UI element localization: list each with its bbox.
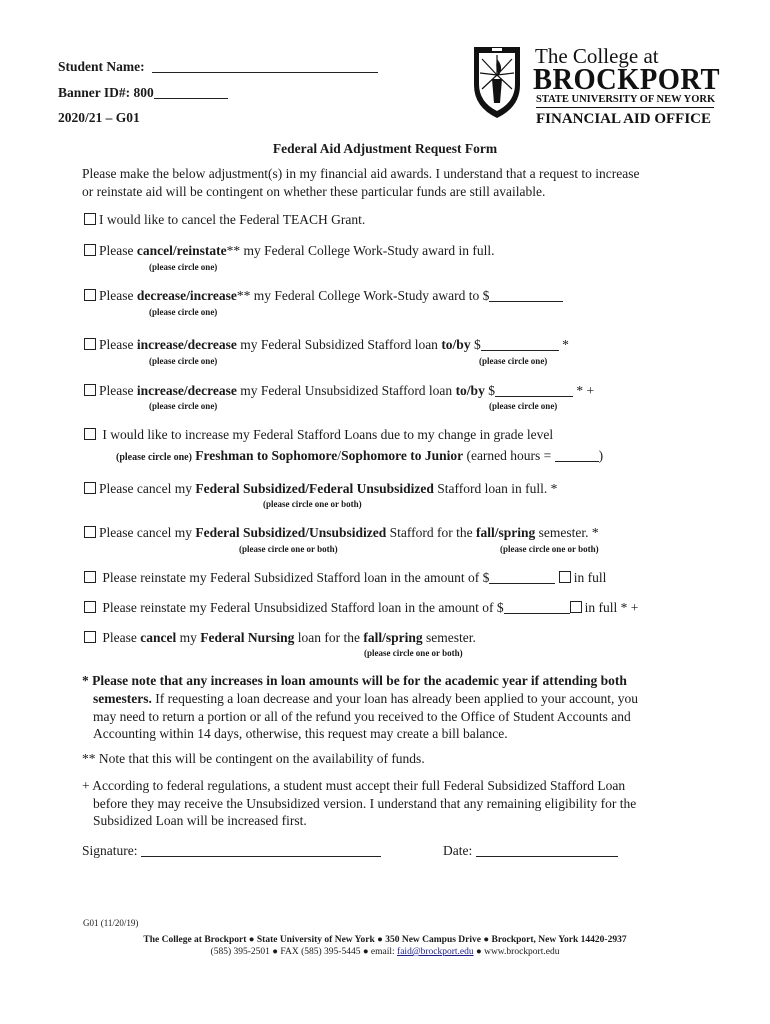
nursing-cancel: cancel: [140, 630, 177, 645]
sub-dollar: $: [470, 337, 481, 352]
logo-divider: [536, 107, 714, 108]
date-line[interactable]: [476, 845, 618, 857]
checkbox-cancel-stafford-full[interactable]: [84, 482, 96, 494]
cancel-full-choice[interactable]: Federal Subsidized/Federal Unsubsidized: [195, 481, 434, 496]
unsub-note-2: (please circle one): [489, 401, 558, 411]
unsub-note-1: (please circle one): [149, 401, 218, 411]
sub-choice[interactable]: increase/decrease: [136, 337, 237, 352]
sub-to-by[interactable]: to/by: [441, 337, 471, 352]
fws2-pre: Please: [99, 288, 137, 303]
unsub-to-by[interactable]: to/by: [455, 383, 485, 398]
student-name-line[interactable]: [152, 61, 378, 73]
date-label: Date:: [443, 843, 473, 858]
checkbox-unsubsidized-loan[interactable]: [84, 384, 96, 396]
checkbox-reinstate-subsidized[interactable]: [84, 571, 96, 583]
banner-id-line[interactable]: [154, 87, 228, 99]
unsub-choice[interactable]: increase/decrease: [136, 383, 237, 398]
unsub-pre: Please: [99, 383, 137, 398]
date-field: [443, 843, 618, 859]
sub-amount-line[interactable]: [481, 339, 559, 351]
form-title: Federal Aid Adjustment Request Form: [272, 141, 498, 156]
cancel-sem-term[interactable]: fall/spring: [476, 525, 536, 540]
logo-line-4: FINANCIAL AID OFFICE: [536, 111, 712, 127]
checkbox-teach[interactable]: [84, 213, 96, 225]
footer-contact: [0, 947, 770, 957]
cancel-full-note: (please circle one or both): [263, 499, 362, 509]
form-code: 2020/21 – G01: [58, 110, 140, 125]
note-star-rest-1: If requesting a loan decrease and your loan has already been applied to your account, you: [151, 691, 639, 706]
grade-line-2: [116, 448, 603, 464]
cancel-sem-choice[interactable]: Federal Subsidized/Unsubsidized: [195, 525, 387, 540]
grade-freshman-sophomore[interactable]: Freshman to Sophomore: [195, 448, 338, 463]
cancel-sem-mid: Stafford for the: [386, 525, 476, 540]
reinstate-unsub-amount-line[interactable]: [504, 602, 570, 614]
sub-mid: my Federal Subsidized Stafford loan: [236, 337, 442, 352]
cancel-sem-pre: Please cancel my: [99, 525, 196, 540]
checkbox-fws-decrease-increase[interactable]: [84, 289, 96, 301]
footer-email-link[interactable]: faid@brockport.edu: [397, 947, 474, 957]
college-torch-logo-icon: [472, 45, 522, 120]
unsub-mid: my Federal Unsubsidized Stafford loan: [236, 383, 456, 398]
item-fws-decrease-increase: [84, 288, 563, 304]
reinstate-unsub-full: in full * +: [584, 600, 639, 615]
fws1-post: ** my Federal College Work-Study award in full.: [226, 243, 495, 258]
reinstate-sub-full: in full: [573, 570, 607, 585]
item-cancel-stafford-full: [84, 481, 557, 497]
sub-post: *: [558, 337, 569, 352]
sub-note-2: (please circle one): [479, 356, 548, 366]
nursing-post: semester.: [422, 630, 476, 645]
earned-hours-line[interactable]: [555, 450, 599, 462]
footer-address: The College at Brockport ● State University of New York ● 350 New Campus Drive ● Brockport, New York 14420-2937: [143, 935, 627, 945]
checkbox-fws-cancel-reinstate[interactable]: [84, 244, 96, 256]
grade-note: (please circle one): [116, 452, 192, 463]
logo-line-3: STATE UNIVERSITY OF NEW YORK: [536, 94, 716, 105]
note-star-semesters: semesters.: [93, 691, 152, 706]
item-subsidized-loan: [84, 337, 569, 353]
checkbox-reinstate-sub-full[interactable]: [559, 571, 571, 583]
signature-field: [82, 843, 381, 859]
item-cancel-teach: [84, 212, 365, 228]
note-star-line-2: [93, 691, 638, 707]
grade-end: ): [598, 448, 604, 463]
intro-line-2: or reinstate aid will be contingent on whether these particular funds are still available.: [82, 184, 546, 199]
nursing-pre: Please: [102, 630, 141, 645]
cancel-full-pre: Please cancel my: [99, 481, 196, 496]
fws2-choice[interactable]: decrease/increase: [136, 288, 237, 303]
fws1-note: (please circle one): [149, 262, 218, 272]
note-star-line-3: may need to return a portion or all of the refund you received to the Office of Student Accounts and: [93, 709, 631, 724]
cancel-sem-note-1: (please circle one or both): [239, 544, 338, 554]
item-grade-level: [84, 427, 553, 443]
checkbox-grade-level[interactable]: [84, 428, 96, 440]
nursing-loan-name: Federal Nursing: [200, 630, 295, 645]
grade-hours: (earned hours =: [463, 448, 555, 463]
signature-line[interactable]: [141, 845, 381, 857]
item-reinstate-unsubsidized: [84, 600, 638, 616]
note-plus-line-2: before they may receive the Unsubsidized version. I understand that any remaining eligibility for the: [93, 796, 637, 811]
footer-website: ● www.brockport.edu: [473, 947, 560, 957]
sub-note-1: (please circle one): [149, 356, 218, 366]
checkbox-nursing-loan[interactable]: [84, 631, 96, 643]
logo-line-2: BROCKPORT: [533, 61, 720, 96]
fws2-amount-line[interactable]: [489, 290, 563, 302]
item-teach-text: I would like to cancel the Federal TEACH Grant.: [99, 212, 366, 227]
fws2-note: (please circle one): [149, 307, 218, 317]
reinstate-unsub-text: Please reinstate my Federal Unsubsidized Stafford loan in the amount of $: [102, 600, 504, 615]
signature-label: Signature:: [82, 843, 138, 858]
unsub-post: * +: [572, 383, 595, 398]
item-reinstate-subsidized: [84, 570, 606, 586]
sub-pre: Please: [99, 337, 137, 352]
fws2-post: ** my Federal College Work-Study award to $: [236, 288, 490, 303]
note-star-line-1: * Please note that any increases in loan amounts will be for the academic year if attending both: [82, 673, 627, 688]
student-name-field: [58, 59, 378, 75]
nursing-note: (please circle one or both): [364, 648, 463, 658]
reinstate-sub-text: Please reinstate my Federal Subsidized Stafford loan in the amount of $: [102, 570, 490, 585]
fws1-choice[interactable]: cancel/reinstate: [136, 243, 227, 258]
form-version: G01 (11/20/19): [83, 918, 139, 928]
footer-phone-fax: (585) 395-2501 ● FAX (585) 395-5445 ● email:: [210, 947, 398, 957]
reinstate-sub-amount-line[interactable]: [489, 572, 555, 584]
grade-sophomore-junior[interactable]: Sophomore to Junior: [341, 448, 464, 463]
unsub-dollar: $: [484, 383, 495, 398]
item-nursing-loan: [84, 630, 476, 646]
note-star-line-4: Accounting within 14 days, otherwise, this request may create a bill balance.: [93, 726, 508, 741]
item-cancel-stafford-semester: [84, 525, 599, 541]
grade-line-1: I would like to increase my Federal Stafford Loans due to my change in grade level: [102, 427, 554, 442]
cancel-full-post: Stafford loan in full. *: [433, 481, 558, 496]
logo-line-1: The College at: [535, 44, 659, 68]
unsub-amount-line[interactable]: [495, 385, 573, 397]
banner-id-field: [58, 85, 228, 101]
nursing-term[interactable]: fall/spring: [363, 630, 423, 645]
item-unsubsidized-loan: [84, 383, 594, 399]
checkbox-reinstate-unsubsidized[interactable]: [84, 601, 96, 613]
cancel-sem-note-2: (please circle one or both): [500, 544, 599, 554]
nursing-mid: my: [176, 630, 201, 645]
cancel-sem-post: semester. *: [535, 525, 599, 540]
note-double-star: ** Note that this will be contingent on the availability of funds.: [82, 751, 425, 766]
checkbox-reinstate-unsub-full[interactable]: [570, 601, 582, 613]
banner-id-label: Banner ID#: 800: [58, 85, 154, 100]
fws1-pre: Please: [99, 243, 137, 258]
item-fws-cancel-reinstate: [84, 243, 494, 259]
student-name-label: Student Name:: [58, 59, 145, 74]
checkbox-cancel-stafford-semester[interactable]: [84, 526, 96, 538]
intro-line-1: Please make the below adjustment(s) in my financial aid awards. I understand that a request to increase: [82, 166, 640, 181]
nursing-mid2: loan for the: [294, 630, 364, 645]
note-plus-line-1: + According to federal regulations, a student must accept their full Federal Subsidized Stafford Loan: [82, 778, 626, 793]
checkbox-subsidized-loan[interactable]: [84, 338, 96, 350]
note-plus-line-3: Subsidized Loan will be increased first.: [93, 813, 307, 828]
grade-slash: /: [337, 448, 342, 463]
